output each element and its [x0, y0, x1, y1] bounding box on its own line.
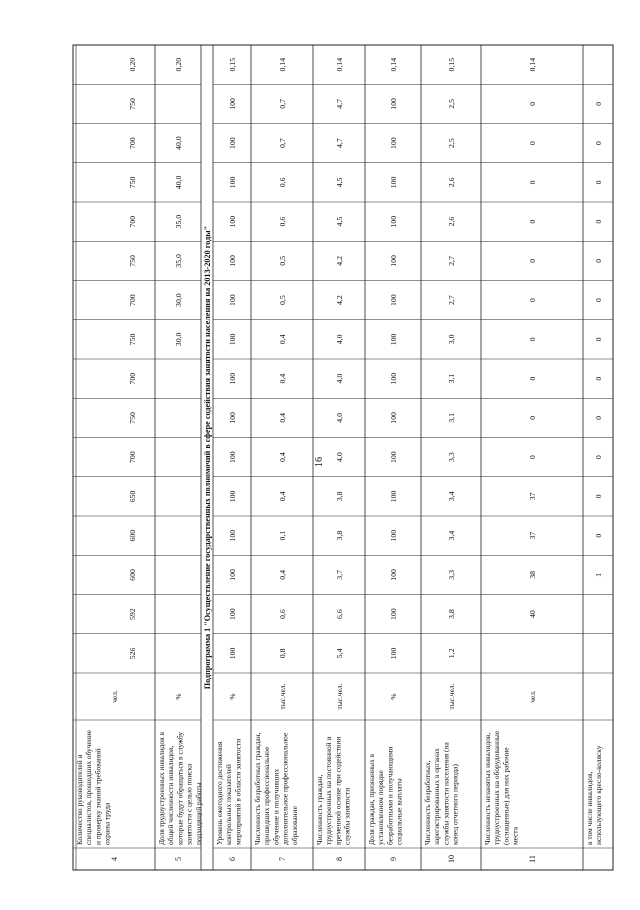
- value-cell: 0,7: [278, 99, 287, 109]
- value-cell: 0: [528, 141, 537, 146]
- value-cell: 1,2: [447, 648, 456, 659]
- value-cell: 100: [389, 529, 398, 542]
- value-cell: 0,6: [278, 177, 287, 188]
- value-cell: 100: [228, 451, 237, 463]
- value-cell: 0,20: [128, 57, 137, 72]
- indicator-name-line: обучение и получивших: [271, 768, 281, 845]
- value-cell: 0: [594, 180, 603, 185]
- value-cell: 4,7: [335, 138, 344, 148]
- value-cell: 100: [228, 608, 237, 620]
- value-cell: 100: [389, 412, 398, 424]
- value-cell: 0: [528, 376, 537, 381]
- value-cell: 0,14: [389, 57, 398, 72]
- value-cell: 4,0: [335, 413, 344, 423]
- indicator-name-line: Численность незанятых инвалидов,: [483, 732, 492, 845]
- value-cell: 100: [228, 215, 237, 228]
- value-cell: 100: [389, 255, 398, 267]
- value-cell: 0,14: [278, 57, 287, 72]
- value-cell: 0: [528, 101, 537, 106]
- indicator-name-line: безработными и получающими: [385, 746, 395, 845]
- indicator-name-line: и проверку знаний требований: [93, 748, 103, 845]
- value-cell: 700: [128, 372, 137, 385]
- value-cell: 100: [389, 647, 398, 660]
- value-cell: 700: [128, 294, 137, 306]
- value-cell: 3,4: [447, 491, 456, 502]
- value-cell: 4,7: [335, 99, 344, 109]
- value-cell: 40,0: [174, 136, 183, 150]
- indicator-name-line: подходящей работы: [193, 782, 203, 845]
- rotated-table: [73, 45, 613, 870]
- value-cell: 3,3: [447, 570, 456, 580]
- row-number: 6: [228, 857, 237, 861]
- value-cell: 100: [389, 294, 398, 306]
- value-cell: 2,6: [447, 216, 456, 227]
- indicator-name-line: использующего кресло-коляску: [594, 745, 604, 845]
- indicator-name-line: (оснащенные) для них рабочие: [501, 747, 511, 845]
- value-cell: 0,1: [278, 530, 287, 541]
- indicator-name-line: временной основе при содействии: [333, 736, 343, 845]
- value-cell: 100: [389, 608, 398, 620]
- value-cell: 0: [594, 219, 603, 224]
- value-cell: 40: [528, 610, 537, 619]
- indicator-name-line: Численность граждан,: [315, 774, 324, 845]
- value-cell: 750: [128, 176, 137, 189]
- value-cell: 700: [128, 451, 137, 463]
- indicator-name-line: зарегистрированных в органах: [432, 748, 442, 845]
- value-cell: 100: [228, 176, 237, 189]
- indicator-name-line: социальные выплаты: [394, 778, 404, 845]
- row-number: 7: [278, 857, 287, 861]
- value-cell: 0,15: [228, 57, 237, 72]
- value-cell: 0,4: [278, 373, 287, 384]
- value-cell: 750: [128, 98, 137, 110]
- value-cell: 0: [594, 141, 603, 146]
- indicator-name-line: конец отчетного периода): [450, 764, 460, 845]
- value-cell: 4,5: [335, 177, 344, 188]
- value-cell: 100: [228, 529, 237, 542]
- indicator-name-line: общей численности инвалидов,: [166, 745, 176, 845]
- value-cell: 650: [128, 490, 137, 503]
- indicator-name-line: прошедших профессиональное: [262, 746, 272, 845]
- value-cell: 0,4: [278, 491, 287, 502]
- indicator-name-line: Доля граждан, признанных в: [367, 753, 376, 845]
- indicator-name-line: которые будут обращаться в службу: [175, 731, 185, 845]
- value-cell: 0,6: [278, 216, 287, 227]
- indicator-name-line: дополнительное профессиональное: [280, 732, 290, 845]
- value-cell: 0: [594, 258, 603, 263]
- unit-cell: %: [389, 693, 398, 700]
- indicator-name-line: контрольных показателей: [224, 764, 234, 845]
- value-cell: 0: [594, 376, 603, 381]
- value-cell: 5,4: [335, 648, 344, 659]
- indicator-name-line: Численность безработных граждан,: [253, 732, 262, 845]
- row-number: 8: [335, 857, 344, 861]
- value-cell: 0: [528, 180, 537, 185]
- value-cell: 750: [128, 255, 137, 267]
- row-number: 10: [447, 855, 456, 863]
- value-cell: 0: [594, 337, 603, 342]
- value-cell: 2,6: [447, 177, 456, 188]
- value-cell: 0: [594, 415, 603, 420]
- value-cell: 100: [389, 569, 398, 581]
- indicator-name-line: занятости с целью поиска: [184, 763, 194, 845]
- value-cell: 30,0: [174, 332, 183, 347]
- value-cell: 4,0: [335, 334, 344, 345]
- value-cell: 35,0: [174, 214, 183, 229]
- value-cell: 0: [528, 219, 537, 224]
- value-cell: 3,0: [447, 334, 456, 345]
- value-cell: 1: [594, 572, 603, 577]
- value-cell: 0,15: [447, 57, 456, 72]
- value-cell: 100: [389, 490, 398, 503]
- value-cell: 40,0: [174, 175, 183, 190]
- value-cell: 100: [228, 490, 237, 503]
- value-cell: 100: [389, 451, 398, 463]
- value-cell: 0: [594, 533, 603, 538]
- value-cell: 4,5: [335, 216, 344, 227]
- value-cell: 526: [128, 647, 137, 660]
- value-cell: 100: [389, 137, 398, 149]
- value-cell: 0,20: [174, 57, 183, 72]
- value-cell: 100: [389, 372, 398, 385]
- value-cell: 100: [389, 215, 398, 228]
- indicator-name-line: установленном порядке: [376, 770, 386, 845]
- value-cell: 0,4: [278, 413, 287, 423]
- value-cell: 3,8: [335, 530, 344, 541]
- value-cell: 0,4: [278, 452, 287, 462]
- subprogram-title: Подпрограмма 1 "Осуществление государственных полномочий в сфере содействия занятости населения на 2013-2020 годы": [203, 225, 212, 690]
- value-cell: 0: [528, 258, 537, 263]
- indicator-name-line: в том числе инвалидов,: [585, 771, 594, 845]
- value-cell: 0: [594, 298, 603, 303]
- value-cell: 100: [228, 569, 237, 581]
- unit-cell: чел.: [110, 690, 119, 703]
- value-cell: 0,14: [528, 57, 537, 72]
- indicator-name-line: образование: [289, 806, 299, 845]
- value-cell: 3,4: [447, 530, 456, 541]
- value-cell: 3,3: [447, 452, 456, 462]
- value-cell: 100: [389, 176, 398, 189]
- indicator-name-line: трудоустроенных на постоянной и: [324, 736, 334, 845]
- value-cell: 100: [228, 137, 237, 149]
- value-cell: 700: [128, 137, 137, 149]
- indicator-name-line: службы занятости населения (на: [441, 742, 451, 845]
- unit-cell: чел.: [528, 690, 537, 703]
- value-cell: 0,6: [278, 609, 287, 619]
- row-number: 9: [389, 857, 398, 861]
- value-cell: 0: [528, 337, 537, 342]
- value-cell: 0,4: [278, 570, 287, 580]
- value-cell: 100: [228, 255, 237, 267]
- value-cell: 750: [128, 412, 137, 424]
- value-cell: 4,2: [335, 256, 344, 266]
- indicator-name-line: специалистов, прошедших обучение: [84, 730, 94, 845]
- indicator-name-line: охраны труда: [102, 802, 112, 845]
- value-cell: 3,8: [447, 609, 456, 619]
- row-number: 4: [110, 857, 119, 861]
- value-cell: 0: [528, 415, 537, 420]
- value-cell: 3,1: [447, 413, 456, 423]
- value-cell: 6,6: [335, 609, 344, 619]
- value-cell: 38: [528, 570, 537, 579]
- value-cell: 100: [228, 294, 237, 306]
- indicator-name-line: Уровень ежегодного достижения: [215, 741, 224, 845]
- value-cell: 0,8: [278, 648, 287, 659]
- value-cell: 600: [128, 529, 137, 542]
- value-cell: 100: [228, 647, 237, 660]
- value-cell: 3,1: [447, 373, 456, 384]
- unit-cell: тыс.чел.: [335, 683, 344, 710]
- value-cell: 0: [528, 298, 537, 303]
- indicator-name-line: места: [510, 826, 520, 845]
- value-cell: 30,0: [174, 293, 183, 307]
- value-cell: 0: [594, 101, 603, 106]
- indicator-name-line: Доля трудоустроенных инвалидов в: [157, 732, 166, 845]
- value-cell: 0,4: [278, 334, 287, 345]
- unit-cell: %: [228, 693, 237, 700]
- value-cell: 100: [228, 333, 237, 346]
- value-cell: 3,8: [335, 491, 344, 502]
- unit-cell: %: [174, 693, 183, 700]
- row-number: 5: [174, 857, 183, 861]
- indicator-name-line: Количество руководителей и: [75, 754, 84, 845]
- value-cell: 4,0: [335, 373, 344, 384]
- value-cell: 100: [228, 412, 237, 424]
- value-cell: 0,5: [278, 256, 287, 266]
- value-cell: 0,14: [335, 57, 344, 72]
- row-number: 11: [528, 855, 537, 863]
- value-cell: 0,7: [278, 138, 287, 148]
- value-cell: 35,0: [174, 254, 183, 268]
- value-cell: 0: [594, 494, 603, 499]
- value-cell: 2,7: [447, 295, 456, 305]
- value-cell: 2,5: [447, 99, 456, 109]
- unit-cell: тыс.чел.: [447, 683, 456, 710]
- indicator-name-line: трудоустроенных на оборудованные: [492, 730, 502, 845]
- value-cell: 0,5: [278, 295, 287, 305]
- value-cell: 100: [228, 372, 237, 385]
- indicator-name-line: Численность безработных,: [423, 760, 432, 845]
- value-cell: 592: [128, 608, 137, 620]
- value-cell: 100: [389, 333, 398, 346]
- value-cell: 600: [128, 569, 137, 581]
- indicator-name-line: службы занятости: [342, 787, 352, 845]
- value-cell: 4,2: [335, 295, 344, 305]
- value-cell: 2,5: [447, 138, 456, 148]
- value-cell: 0: [594, 455, 603, 460]
- value-cell: 100: [389, 98, 398, 110]
- indicator-name-line: мероприятий в области занятости: [233, 738, 243, 845]
- unit-cell: тыс.чел.: [278, 683, 287, 710]
- value-cell: 750: [128, 333, 137, 346]
- value-cell: 0: [528, 455, 537, 460]
- value-cell: 37: [528, 531, 537, 540]
- value-cell: 4,0: [335, 452, 344, 462]
- value-cell: 2,7: [447, 256, 456, 266]
- page-number: 16: [314, 457, 325, 467]
- value-cell: 700: [128, 215, 137, 228]
- value-cell: 3,7: [335, 570, 344, 580]
- value-cell: 37: [528, 492, 537, 501]
- value-cell: 100: [228, 98, 237, 110]
